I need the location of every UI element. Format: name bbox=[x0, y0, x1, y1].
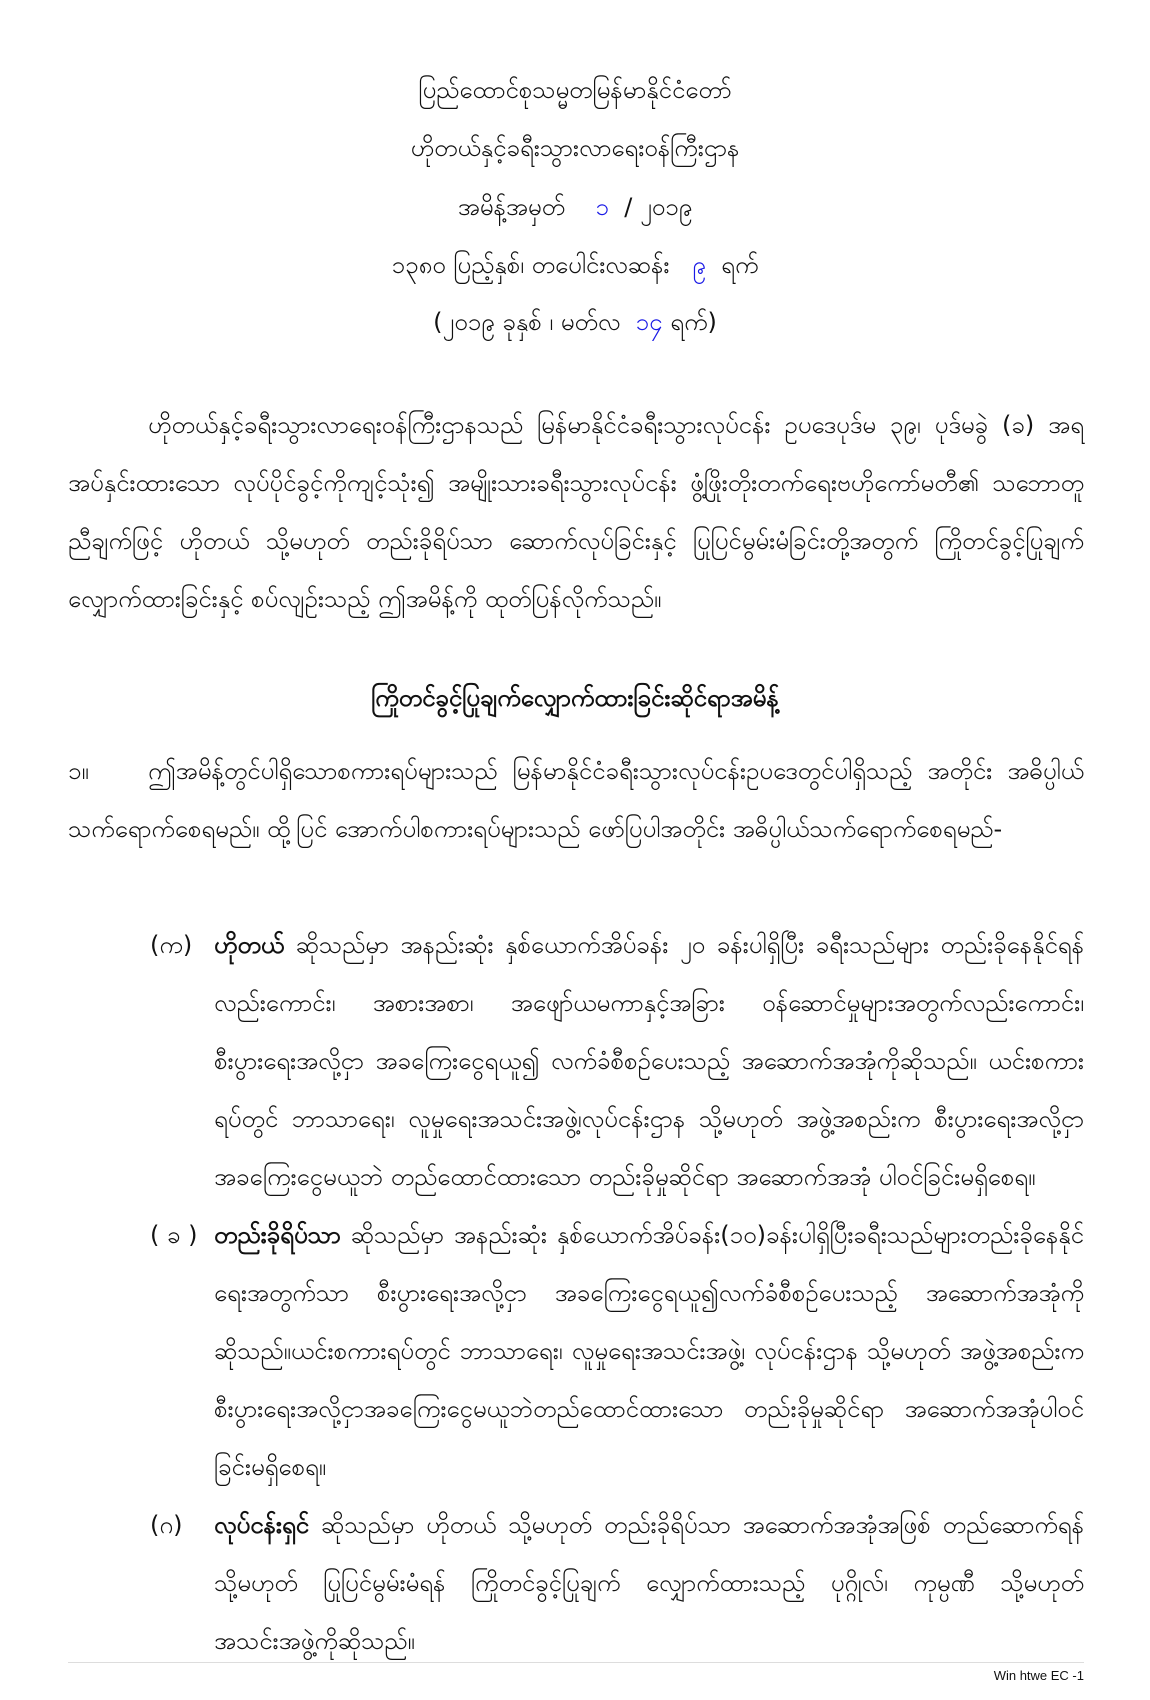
definition-term: ဟိုတယ် bbox=[214, 931, 285, 959]
definition-label: (က) bbox=[150, 931, 193, 959]
definition-hotel bbox=[150, 916, 1084, 1206]
order-number-line bbox=[0, 187, 1150, 227]
section-1-number: ၁။ bbox=[68, 757, 89, 785]
myanmar-date-suffix: ရက် bbox=[721, 251, 759, 279]
definition-operator bbox=[150, 1496, 1084, 1670]
footer-divider bbox=[68, 1662, 1084, 1663]
order-number: ၁ bbox=[595, 193, 609, 221]
definition-label: (ဂ) bbox=[150, 1511, 183, 1539]
definition-text: ဆိုသည်မှာ အနည်းဆုံး နှစ်ယောက်အိပ်ခန်း ၂၀ ခန်းပါရှိပြီး ခရီးသည်များ တည်းခိုနေနိုင်ရန်လည်းကောင်း၊ အစားအစာ၊ အဖျော်ယမကာနှင့်အခြား ဝန်ဆောင်မှုများအတွက်လည်းကောင်း၊ စီးပွားရေးအလို့ငှာ အခကြေးငွေရယူ၍ လက်ခံစီစဉ်ပေးသည့် အဆောက်အအုံကိုဆိုသည်။ ယင်းစကားရပ်တွင် ဘာသာရေး၊ လူမှုရေးအသင်းအဖွဲ့၊လုပ်ငန်းဌာန သို့မဟုတ် အဖွဲ့အစည်းက စီးပွားရေးအလို့ငှာ အခကြေးငွေမယူဘဲ တည်ထောင်ထားသော တည်းခိုမှုဆိုင်ရာ အဆောက်အအုံ ပါဝင်ခြင်းမရှိစေရ။ bbox=[214, 931, 1084, 1191]
definition-text: ဆိုသည်မှာ ဟိုတယ် သို့မဟုတ် တည်းခိုရိပ်သာ အဆောက်အအုံအဖြစ် တည်ဆောက်ရန် သို့မဟုတ် ပြုပြင်မွမ်းမံရန် ကြိုတင်ခွင့်ပြုချက် လျှောက်ထားသည့် ပုဂ္ဂိုလ်၊ ကုမ္ပဏီ သို့မဟုတ် အသင်းအဖွဲ့ကိုဆိုသည်။ bbox=[214, 1511, 1084, 1655]
gregorian-date-day: ၁၄ bbox=[635, 308, 663, 336]
gregorian-date-prefix: (၂၀၁၉ ခုနှစ် ၊ မတ်လ bbox=[433, 308, 621, 336]
myanmar-date-prefix: ၁၃၈၀ ပြည့်နှစ်၊ တပေါင်းလဆန်း bbox=[391, 251, 670, 279]
gregorian-date-suffix: ရက်) bbox=[670, 308, 717, 336]
section-1-text: ဤအမိန့်တွင်ပါရှိသောစကားရပ်များသည် မြန်မာနိုင်ငံခရီးသွားလုပ်ငန်းဥပဒေတွင်ပါရှိသည့် အတိုင်း အဓိပ္ပါယ်သက်ရောက်စေရမည်။ ထို့ပြင် အောက်ပါစကားရပ်များသည် ဖော်ပြပါအတိုင်း အဓိပ္ပါယ်သက်ရောက်စေရမည်- bbox=[68, 757, 1084, 843]
definition-label: ( ခ ) bbox=[150, 1221, 198, 1249]
gregorian-date-line bbox=[0, 302, 1150, 342]
country-title: ပြည်ထောင်စုသမ္မတမြန်မာနိုင်ငံတော် bbox=[418, 76, 732, 104]
intro-paragraph: ဟိုတယ်နှင့်ခရီးသွားလာရေးဝန်ကြီးဌာနသည် မြန်မာနိုင်ငံခရီးသွားလုပ်ငန်း ဥပဒေပုဒ်မ ၃၉၊ ပုဒ်မခွဲ (ခ) အရ အပ်နှင်းထားသော လုပ်ပိုင်ခွင့်ကိုကျင့်သုံး၍ အမျိုးသားခရီးသွားလုပ်ငန်း ဖွံ့ဖြိုးတိုးတက်ရေးဗဟိုကော်မတီ၏ သဘောတူညီချက်ဖြင့် ဟိုတယ် သို့မဟုတ် တည်းခိုရိပ်သာ ဆောက်လုပ်ခြင်းနှင့် ပြုပြင်မွမ်းမံခြင်းတို့အတွက် ကြိုတင်ခွင့်ပြုချက် လျှောက်ထားခြင်းနှင့် စပ်လျဉ်းသည့် ဤအမိန့်ကို ထုတ်ပြန်လိုက်သည်။ bbox=[68, 411, 1084, 613]
order-year: / ၂၀၁၉ bbox=[624, 193, 693, 221]
section-1 bbox=[68, 742, 1084, 858]
definition-term: လုပ်ငန်းရှင် bbox=[214, 1511, 310, 1539]
definition-guesthouse bbox=[150, 1206, 1084, 1496]
definition-term: တည်းခိုရိပ်သာ bbox=[214, 1221, 341, 1249]
myanmar-date-day: ၉ bbox=[692, 251, 706, 279]
myanmar-date-line bbox=[0, 245, 1150, 285]
section-heading: ကြိုတင်ခွင့်ပြုချက်လျှောက်ထားခြင်းဆိုင်ရာအမိန့် bbox=[371, 684, 779, 712]
footer-text: Win htwe EC -1 bbox=[993, 1668, 1084, 1683]
ministry-title: ဟိုတယ်နှင့်ခရီးသွားလာရေးဝန်ကြီးဌာန bbox=[410, 134, 740, 162]
definition-text: ဆိုသည်မှာ အနည်းဆုံး နှစ်ယောက်အိပ်ခန်း(၁၀)ခန်းပါရှိပြီးခရီးသည်များတည်းခိုနေနိုင်ရေးအတွက်သာ စီးပွားရေးအလို့ငှာ အခကြေးငွေရယူ၍လက်ခံစီစဉ်ပေးသည့် အဆောက်အအုံကိုဆိုသည်။ယင်းစကားရပ်တွင် ဘာသာရေး၊ လူမှုရေးအသင်းအဖွဲ့၊ လုပ်ငန်းဌာန သို့မဟုတ် အဖွဲ့အစည်းက စီးပွားရေးအလို့ငှာအခကြေးငွေမယူဘဲတည်ထောင်ထားသော တည်းခိုမှုဆိုင်ရာ အဆောက်အအုံပါဝင်ခြင်းမရှိစေရ။ bbox=[214, 1221, 1084, 1481]
order-label: အမိန့်အမှတ် bbox=[457, 193, 565, 221]
